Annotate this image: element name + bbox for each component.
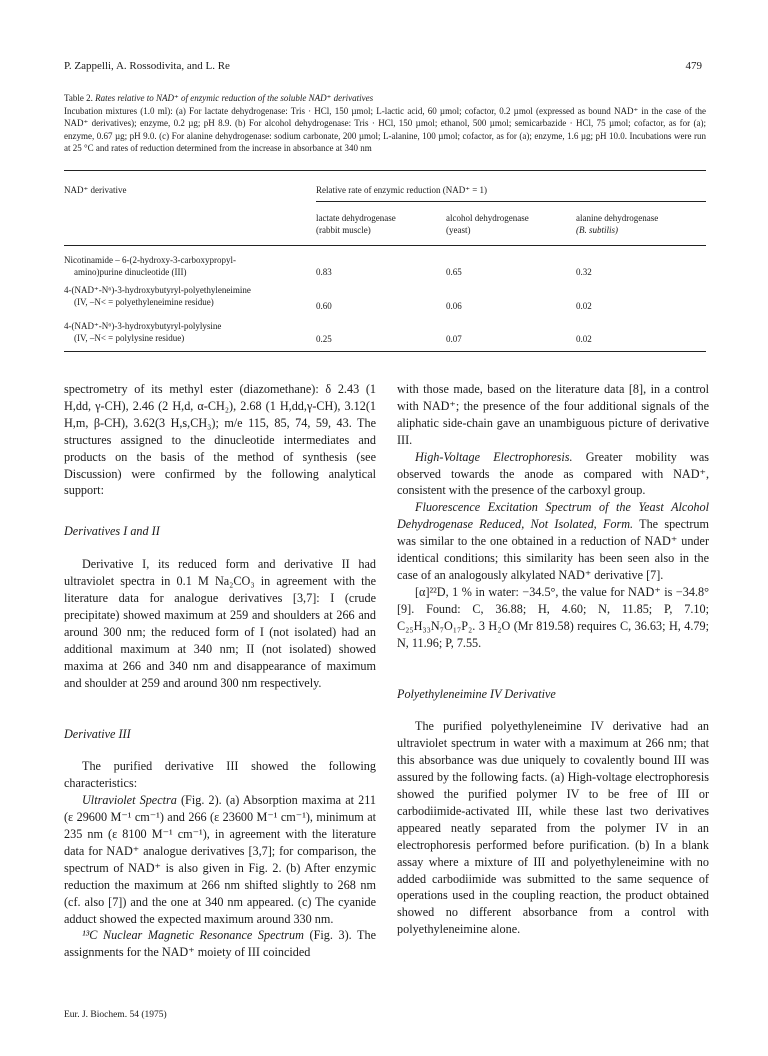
paragraph: ¹³C Nuclear Magnetic Resonance Spectrum (Fig. 3). The assignments for the NAD⁺ moiety of III coincided [64,928,376,960]
run-in-heading: ¹³C Nuclear Magnetic Resonance Spectrum [82,928,304,943]
row-derivative-line2: (IV, –N< = polylysine residue) [74,333,185,343]
value-alanine: 0.02 [576,334,592,344]
row-derivative-line2: amino)purine dinucleotide (III) [74,267,187,277]
value-alcohol: 0.06 [446,301,462,311]
running-header-authors: P. Zappelli, A. Rossodivita, and L. Re [64,60,230,72]
paragraph: High-Voltage Electrophoresis. Greater mobility was observed towards the anode as compared with NAD⁺, consistent with the presence of the carboxyl group. [397,449,709,498]
paragraph: Derivative I, its reduced form and derivative II had ultraviolet spectra in 0.1 M Na₂CO₃ in agreement with the literature data for analogue derivatives [3,7]: I (crude precipitate) showed maximum at 259 and shoulders at 266 and around 300 nm; the reduced form of I (not isolated) had an additional maximum at 340 nm; II (not isolated) showed maxima at 266 and 340 nm and disappearance of maximum and shoulder at 259 and around 300 nm respectively. [64,557,376,690]
table-top-rule [64,170,706,171]
section-heading: Derivative III [64,726,131,741]
section-heading: Polyethyleneimine IV Derivative [397,686,556,701]
section-heading: Derivatives I and II [64,524,160,539]
value-alcohol: 0.07 [446,334,462,344]
table-caption [64,92,706,155]
enzyme-header-alcohol: alcohol dehydrogenase (yeast) [446,213,529,235]
table-span-rule [316,201,706,202]
row-derivative-line1: Nicotinamide – 6-(2-hydroxy-3-carboxypropyl- [64,255,236,265]
paragraph: with those made, based on the literature data [8], in a control with NAD⁺; the presence of the four additional signals of the aliphatic side-chain gave an unambiguous picture of derivative III. [397,382,709,447]
row-derivative-line2: (IV, –N< = polyethyleneimine residue) [74,297,214,307]
paragraph: Ultraviolet Spectra (Fig. 2). (a) Absorption maxima at 211 (ε 29600 M⁻¹ cm⁻¹) and 266 (ε 23600 M⁻¹ cm⁻¹), minimum at 235 nm (ε 8100 M⁻¹ cm⁻¹), in agreement with the literature data for NAD⁺ analogue derivatives [3,7]; for comparison, the spectrum of NAD⁺ is also given in Fig. 2. (b) After enzymic reduction the maximum at 266 nm shifted slightly to 268 nm (cf. also [7]) and the one at 340 nm appeared. (c) The cyanide adduct showed the expected maximum around 330 nm. [64,793,376,926]
left-column [64,381,376,961]
run-in-heading: High-Voltage Electrophoresis. [415,449,573,464]
value-alanine: 0.02 [576,301,592,311]
run-in-heading: Ultraviolet Spectra [82,793,177,808]
enzyme-header-lactate: lactate dehydrogenase (rabbit muscle) [316,213,396,235]
paragraph: spectrometry of its methyl ester (diazomethane): δ 2.43 (1 H,dd, γ-CH), 2.46 (2 H,d, α-CH₂), 2.68 (1 H,dd,γ-CH), 3.12(1 H,m, β-CH), 3.62(3 H,s,CH₃); m/e 115, 85, 74, 59, 43. The structures assigned to the dinucleotide intermediates and products on the basis of the method of synthesis (see Discussion) were confirmed by the following analytical support: [64,382,376,498]
run-in-heading: Fluorescence Excitation Spectrum of the Yeast Alcohol Dehydrogenase Reduced, Not Isolated, Form. [397,500,709,532]
paragraph: The purified polyethyleneimine IV derivative had an ultraviolet spectrum in water with a maximum at 266 nm; that this absorbance was due uniquely to covalently bound III was assured by the following facts. (a) High-voltage electrophoresis showed the purified polymer IV to be free of III or carbodiimide-activated III, while these last two derivatives appeared neatly separated from the polymer IV in an electrophoresis performed before purification. (b) In a blank assay where a mixture of III and polyethyleneimine with no added carbodiimide was submitted to the same sequence of operations used in the coupling reaction, the product obtained showed no different absorbance from a control with polyethyleneimine alone. [397,719,709,937]
row-derivative-line1: 4-(NAD⁺-N⁶)-3-hydroxybutyryl-polylysine [64,321,222,331]
table-bottom-rule [64,351,706,352]
right-column [397,381,709,938]
table-title: Rates relative to NAD⁺ of enzymic reduction of the soluble NAD⁺ derivatives [95,93,374,103]
table-header-derivative: NAD⁺ derivative [64,185,127,195]
value-alanine: 0.32 [576,267,592,277]
table-header-span: Relative rate of enzymic reduction (NAD⁺ = 1) [316,185,488,195]
value-lactate: 0.60 [316,301,332,311]
value-alcohol: 0.65 [446,267,462,277]
table-label: Table 2. [64,93,96,103]
paragraph: [α]²²D, 1 % in water: −34.5°, the value for NAD⁺ is −34.8° [9]. Found: C, 36.88; H, 4.60; N, 11.85; P, 7.10; C₂₅H₃₃N₇O₁₇P₂. 3 H₂O (Mr 819.58) requires C, 36.63; H, 4.79; N, 11.96; P, 7.55. [397,584,709,650]
paragraph: The purified derivative III showed the following characteristics: [64,759,376,791]
row-derivative-line1: 4-(NAD⁺-N⁶)-3-hydroxybutyryl-polyethyleneimine [64,285,251,295]
page-number: 479 [685,60,702,72]
table-caption-text: Incubation mixtures (1.0 ml): (a) For lactate dehydrogenase: Tris · HCl, 150 µmol; L-lactic acid, 60 µmol; cofactor, 0.2 µmol (expressed as bound NAD⁺ in the case of the NAD⁺ derivatives); enzyme, 0.2 µg; pH 8.9. (b) For alcohol dehydrogenase: Tris · HCl, 150 µmol; ethanol, 500 µmol; semicarbazide · HCl, 75 µmol; cofactor, as for (a); enzyme, 0.67 µg; pH 9.0. (c) For alanine dehydrogenase: sodium carbonate, 200 µmol; L-alanine, 100 µmol; cofactor, as for (a); enzyme, 1.6 µg; pH 10.0. Incubations were run at 25 °C and rates of reduction determined from the increase in absorbance at 340 nm [64,105,706,153]
value-lactate: 0.25 [316,334,332,344]
journal-footer: Eur. J. Biochem. 54 (1975) [64,1010,167,1020]
table-header-rule [64,245,706,246]
value-lactate: 0.83 [316,267,332,277]
paragraph: Fluorescence Excitation Spectrum of the Yeast Alcohol Dehydrogenase Reduced, Not Isolated, Form. The spectrum was similar to the one obtained in a reduction of NAD⁺ under identical conditions; this similarity has been seen also in the case of an analogously alkylated NAD⁺ derivative [7]. [397,500,709,582]
enzyme-header-alanine: alanine dehydrogenase (B. subtilis) [576,213,659,235]
